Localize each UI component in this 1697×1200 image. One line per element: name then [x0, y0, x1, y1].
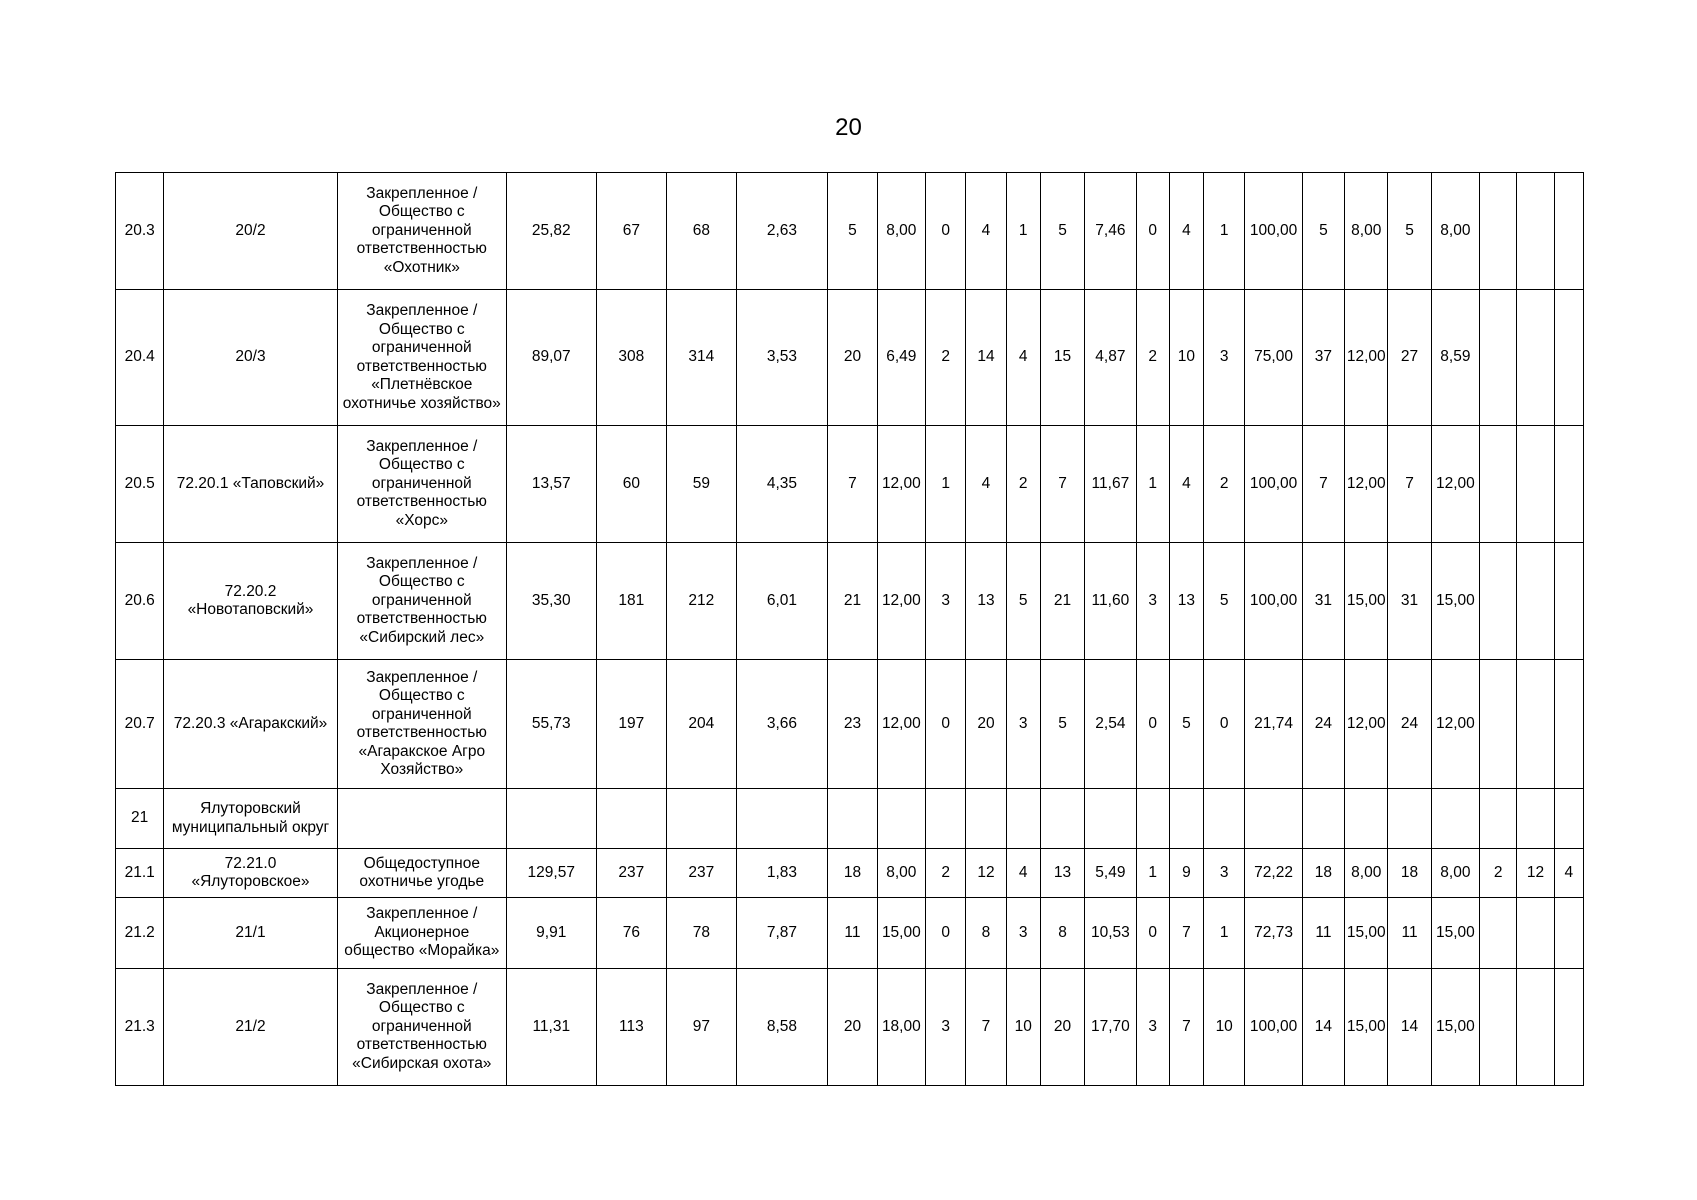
value-cell-col-24: 12 — [1517, 849, 1554, 898]
value-cell-col-13: 5 — [1040, 660, 1084, 789]
value-cell-col-21 — [1388, 789, 1431, 849]
ground-name-cell: 72.20.2 «Новотаповский» — [164, 543, 337, 660]
value-cell-col-8: 20 — [828, 969, 877, 1086]
value-cell-col-7: 8,58 — [736, 969, 828, 1086]
value-cell-col-5 — [596, 789, 667, 849]
value-cell-col-25 — [1554, 173, 1583, 290]
value-cell-col-23 — [1480, 898, 1517, 969]
row-number-cell: 21.1 — [116, 849, 164, 898]
value-cell-col-25 — [1554, 789, 1583, 849]
value-cell-col-5: 181 — [596, 543, 667, 660]
value-cell-col-12 — [1006, 789, 1040, 849]
value-cell-col-7: 4,35 — [736, 426, 828, 543]
value-cell-col-18: 72,22 — [1245, 849, 1302, 898]
value-cell-col-15 — [1136, 789, 1169, 849]
value-cell-col-23 — [1480, 543, 1517, 660]
value-cell-col-19: 7 — [1302, 426, 1344, 543]
row-number-cell: 21 — [116, 789, 164, 849]
value-cell-col-25 — [1554, 898, 1583, 969]
value-cell-col-15: 0 — [1136, 898, 1169, 969]
value-cell-col-19: 11 — [1302, 898, 1344, 969]
value-cell-col-16: 5 — [1169, 660, 1203, 789]
value-cell-col-17: 1 — [1204, 898, 1245, 969]
value-cell-col-6: 68 — [667, 173, 737, 290]
value-cell-col-11: 7 — [966, 969, 1006, 1086]
value-cell-col-16: 13 — [1169, 543, 1203, 660]
value-cell-col-10: 0 — [926, 898, 966, 969]
page-number: 20 — [835, 114, 862, 141]
value-cell-col-11 — [966, 789, 1006, 849]
row-number-cell: 21.3 — [116, 969, 164, 1086]
value-cell-col-12: 1 — [1006, 173, 1040, 290]
value-cell-col-7: 7,87 — [736, 898, 828, 969]
value-cell-col-16 — [1169, 789, 1203, 849]
value-cell-col-9: 8,00 — [877, 849, 925, 898]
value-cell-col-18 — [1245, 789, 1302, 849]
value-cell-col-24 — [1517, 789, 1554, 849]
value-cell-col-9: 15,00 — [877, 898, 925, 969]
value-cell-col-15: 0 — [1136, 173, 1169, 290]
ground-name-cell: 21/2 — [164, 969, 337, 1086]
value-cell-col-20: 12,00 — [1345, 660, 1388, 789]
value-cell-col-20 — [1345, 789, 1388, 849]
value-cell-col-22: 15,00 — [1431, 898, 1479, 969]
value-cell-col-8: 21 — [828, 543, 877, 660]
table-row — [116, 789, 1584, 849]
value-cell-col-21: 11 — [1388, 898, 1431, 969]
value-cell-col-18: 100,00 — [1245, 426, 1302, 543]
value-cell-col-5: 197 — [596, 660, 667, 789]
category-user-cell: Закрепленное / Общество с ограниченной ответственностью «Хорс» — [337, 426, 506, 543]
value-cell-col-18: 100,00 — [1245, 543, 1302, 660]
value-cell-col-5: 113 — [596, 969, 667, 1086]
category-user-cell: Закрепленное / Общество с ограниченной ответственностью «Сибирская охота» — [337, 969, 506, 1086]
value-cell-col-16: 9 — [1169, 849, 1203, 898]
value-cell-col-20: 8,00 — [1345, 173, 1388, 290]
value-cell-col-19: 37 — [1302, 290, 1344, 426]
table-row — [116, 543, 1584, 660]
value-cell-col-15: 3 — [1136, 969, 1169, 1086]
value-cell-col-13: 13 — [1040, 849, 1084, 898]
value-cell-col-9: 18,00 — [877, 969, 925, 1086]
value-cell-col-18: 100,00 — [1245, 969, 1302, 1086]
value-cell-col-14: 10,53 — [1085, 898, 1136, 969]
value-cell-col-17: 3 — [1204, 849, 1245, 898]
value-cell-col-6: 59 — [667, 426, 737, 543]
value-cell-col-10: 1 — [926, 426, 966, 543]
area-cell: 129,57 — [506, 849, 596, 898]
value-cell-col-14: 11,67 — [1085, 426, 1136, 543]
value-cell-col-12: 2 — [1006, 426, 1040, 543]
value-cell-col-20: 15,00 — [1345, 969, 1388, 1086]
value-cell-col-23: 2 — [1480, 849, 1517, 898]
value-cell-col-20: 12,00 — [1345, 426, 1388, 543]
value-cell-col-11: 20 — [966, 660, 1006, 789]
value-cell-col-14: 7,46 — [1085, 173, 1136, 290]
value-cell-col-6: 97 — [667, 969, 737, 1086]
row-number-cell: 21.2 — [116, 898, 164, 969]
value-cell-col-7: 1,83 — [736, 849, 828, 898]
value-cell-col-9: 6,49 — [877, 290, 925, 426]
ground-name-cell: 21/1 — [164, 898, 337, 969]
value-cell-col-21: 14 — [1388, 969, 1431, 1086]
value-cell-col-19 — [1302, 789, 1344, 849]
table-row — [116, 290, 1584, 426]
value-cell-col-24 — [1517, 173, 1554, 290]
value-cell-col-14: 11,60 — [1085, 543, 1136, 660]
table-row — [116, 173, 1584, 290]
value-cell-col-12: 5 — [1006, 543, 1040, 660]
area-cell: 35,30 — [506, 543, 596, 660]
value-cell-col-6: 237 — [667, 849, 737, 898]
value-cell-col-24 — [1517, 969, 1554, 1086]
value-cell-col-11: 13 — [966, 543, 1006, 660]
row-number-cell: 20.3 — [116, 173, 164, 290]
value-cell-col-10: 2 — [926, 290, 966, 426]
value-cell-col-9: 12,00 — [877, 426, 925, 543]
value-cell-col-15: 1 — [1136, 426, 1169, 543]
value-cell-col-24 — [1517, 426, 1554, 543]
value-cell-col-14: 17,70 — [1085, 969, 1136, 1086]
table-row — [116, 660, 1584, 789]
value-cell-col-21: 24 — [1388, 660, 1431, 789]
table-row — [116, 426, 1584, 543]
value-cell-col-7: 2,63 — [736, 173, 828, 290]
value-cell-col-16: 4 — [1169, 173, 1203, 290]
value-cell-col-12: 3 — [1006, 898, 1040, 969]
value-cell-col-18: 100,00 — [1245, 173, 1302, 290]
value-cell-col-22: 8,00 — [1431, 173, 1479, 290]
value-cell-col-11: 4 — [966, 173, 1006, 290]
table-row — [116, 969, 1584, 1086]
value-cell-col-17: 2 — [1204, 426, 1245, 543]
value-cell-col-15: 0 — [1136, 660, 1169, 789]
value-cell-col-10: 0 — [926, 660, 966, 789]
value-cell-col-12: 4 — [1006, 849, 1040, 898]
row-number-cell: 20.4 — [116, 290, 164, 426]
row-number-cell: 20.6 — [116, 543, 164, 660]
value-cell-col-23 — [1480, 290, 1517, 426]
value-cell-col-7: 3,66 — [736, 660, 828, 789]
ground-name-cell: 72.20.3 «Агаракский» — [164, 660, 337, 789]
value-cell-col-25 — [1554, 969, 1583, 1086]
value-cell-col-22: 15,00 — [1431, 969, 1479, 1086]
category-user-cell — [337, 789, 506, 849]
ground-name-cell: 72.21.0 «Ялуторовское» — [164, 849, 337, 898]
value-cell-col-8 — [828, 789, 877, 849]
value-cell-col-5: 67 — [596, 173, 667, 290]
hunting-grounds-table — [115, 172, 1584, 1086]
value-cell-col-17: 3 — [1204, 290, 1245, 426]
value-cell-col-10: 2 — [926, 849, 966, 898]
value-cell-col-15: 2 — [1136, 290, 1169, 426]
area-cell — [506, 789, 596, 849]
value-cell-col-21: 7 — [1388, 426, 1431, 543]
value-cell-col-6 — [667, 789, 737, 849]
value-cell-col-11: 12 — [966, 849, 1006, 898]
value-cell-col-14: 2,54 — [1085, 660, 1136, 789]
value-cell-col-16: 10 — [1169, 290, 1203, 426]
value-cell-col-21: 31 — [1388, 543, 1431, 660]
value-cell-col-15: 1 — [1136, 849, 1169, 898]
value-cell-col-25 — [1554, 660, 1583, 789]
value-cell-col-5: 308 — [596, 290, 667, 426]
value-cell-col-13 — [1040, 789, 1084, 849]
value-cell-col-18: 75,00 — [1245, 290, 1302, 426]
category-user-cell: Закрепленное /Общество с ограниченной ответственностью «Плетнёвское охотничье хозяйство» — [337, 290, 506, 426]
value-cell-col-8: 5 — [828, 173, 877, 290]
value-cell-col-11: 4 — [966, 426, 1006, 543]
category-user-cell: Закрепленное / Акционерное общество «Морайка» — [337, 898, 506, 969]
value-cell-col-7: 3,53 — [736, 290, 828, 426]
value-cell-col-13: 5 — [1040, 173, 1084, 290]
value-cell-col-7: 6,01 — [736, 543, 828, 660]
value-cell-col-6: 204 — [667, 660, 737, 789]
value-cell-col-14: 4,87 — [1085, 290, 1136, 426]
value-cell-col-17: 10 — [1204, 969, 1245, 1086]
table-row — [116, 849, 1584, 898]
value-cell-col-24 — [1517, 898, 1554, 969]
value-cell-col-24 — [1517, 290, 1554, 426]
value-cell-col-25 — [1554, 426, 1583, 543]
value-cell-col-19: 24 — [1302, 660, 1344, 789]
value-cell-col-10: 3 — [926, 969, 966, 1086]
value-cell-col-10 — [926, 789, 966, 849]
value-cell-col-25: 4 — [1554, 849, 1583, 898]
value-cell-col-5: 60 — [596, 426, 667, 543]
value-cell-col-13: 15 — [1040, 290, 1084, 426]
value-cell-col-14: 5,49 — [1085, 849, 1136, 898]
area-cell: 55,73 — [506, 660, 596, 789]
value-cell-col-18: 21,74 — [1245, 660, 1302, 789]
value-cell-col-24 — [1517, 660, 1554, 789]
area-cell: 13,57 — [506, 426, 596, 543]
value-cell-col-13: 7 — [1040, 426, 1084, 543]
value-cell-col-12: 4 — [1006, 290, 1040, 426]
value-cell-col-22: 8,59 — [1431, 290, 1479, 426]
value-cell-col-9: 12,00 — [877, 660, 925, 789]
category-user-cell: Закрепленное / Общество с ограниченной ответственностью «Сибирский лес» — [337, 543, 506, 660]
value-cell-col-17: 5 — [1204, 543, 1245, 660]
value-cell-col-6: 78 — [667, 898, 737, 969]
value-cell-col-19: 14 — [1302, 969, 1344, 1086]
category-user-cell: Закрепленное / Общество с ограниченной ответственностью «Агаракское Агро Хозяйство» — [337, 660, 506, 789]
value-cell-col-18: 72,73 — [1245, 898, 1302, 969]
value-cell-col-23 — [1480, 969, 1517, 1086]
category-user-cell: Закрепленное / Общество с ограниченной ответственностью «Охотник» — [337, 173, 506, 290]
value-cell-col-22: 15,00 — [1431, 543, 1479, 660]
value-cell-col-20: 8,00 — [1345, 849, 1388, 898]
row-number-cell: 20.7 — [116, 660, 164, 789]
value-cell-col-23 — [1480, 660, 1517, 789]
value-cell-col-17 — [1204, 789, 1245, 849]
value-cell-col-11: 8 — [966, 898, 1006, 969]
value-cell-col-14 — [1085, 789, 1136, 849]
value-cell-col-23 — [1480, 173, 1517, 290]
value-cell-col-10: 3 — [926, 543, 966, 660]
value-cell-col-21: 5 — [1388, 173, 1431, 290]
value-cell-col-12: 3 — [1006, 660, 1040, 789]
value-cell-col-8: 7 — [828, 426, 877, 543]
value-cell-col-8: 23 — [828, 660, 877, 789]
ground-name-cell: 20/2 — [164, 173, 337, 290]
value-cell-col-9 — [877, 789, 925, 849]
value-cell-col-25 — [1554, 290, 1583, 426]
value-cell-col-23 — [1480, 426, 1517, 543]
value-cell-col-22 — [1431, 789, 1479, 849]
value-cell-col-20: 15,00 — [1345, 543, 1388, 660]
value-cell-col-22: 12,00 — [1431, 426, 1479, 543]
table-row — [116, 898, 1584, 969]
category-user-cell: Общедоступное охотничье угодье — [337, 849, 506, 898]
value-cell-col-17: 0 — [1204, 660, 1245, 789]
value-cell-col-19: 5 — [1302, 173, 1344, 290]
value-cell-col-9: 8,00 — [877, 173, 925, 290]
value-cell-col-23 — [1480, 789, 1517, 849]
value-cell-col-21: 18 — [1388, 849, 1431, 898]
value-cell-col-6: 212 — [667, 543, 737, 660]
value-cell-col-9: 12,00 — [877, 543, 925, 660]
value-cell-col-21: 27 — [1388, 290, 1431, 426]
value-cell-col-8: 20 — [828, 290, 877, 426]
value-cell-col-5: 237 — [596, 849, 667, 898]
value-cell-col-17: 1 — [1204, 173, 1245, 290]
value-cell-col-7 — [736, 789, 828, 849]
value-cell-col-6: 314 — [667, 290, 737, 426]
value-cell-col-11: 14 — [966, 290, 1006, 426]
area-cell: 11,31 — [506, 969, 596, 1086]
value-cell-col-15: 3 — [1136, 543, 1169, 660]
ground-name-cell: Ялуторовский муниципальный округ — [164, 789, 337, 849]
value-cell-col-12: 10 — [1006, 969, 1040, 1086]
row-number-cell: 20.5 — [116, 426, 164, 543]
area-cell: 9,91 — [506, 898, 596, 969]
value-cell-col-5: 76 — [596, 898, 667, 969]
value-cell-col-8: 18 — [828, 849, 877, 898]
ground-name-cell: 20/3 — [164, 290, 337, 426]
area-cell: 25,82 — [506, 173, 596, 290]
ground-name-cell: 72.20.1 «Таповский» — [164, 426, 337, 543]
value-cell-col-13: 20 — [1040, 969, 1084, 1086]
value-cell-col-16: 4 — [1169, 426, 1203, 543]
value-cell-col-22: 8,00 — [1431, 849, 1479, 898]
value-cell-col-24 — [1517, 543, 1554, 660]
value-cell-col-10: 0 — [926, 173, 966, 290]
value-cell-col-22: 12,00 — [1431, 660, 1479, 789]
area-cell: 89,07 — [506, 290, 596, 426]
value-cell-col-20: 12,00 — [1345, 290, 1388, 426]
value-cell-col-25 — [1554, 543, 1583, 660]
value-cell-col-16: 7 — [1169, 969, 1203, 1086]
value-cell-col-8: 11 — [828, 898, 877, 969]
value-cell-col-20: 15,00 — [1345, 898, 1388, 969]
value-cell-col-13: 21 — [1040, 543, 1084, 660]
value-cell-col-13: 8 — [1040, 898, 1084, 969]
value-cell-col-19: 18 — [1302, 849, 1344, 898]
value-cell-col-16: 7 — [1169, 898, 1203, 969]
value-cell-col-19: 31 — [1302, 543, 1344, 660]
